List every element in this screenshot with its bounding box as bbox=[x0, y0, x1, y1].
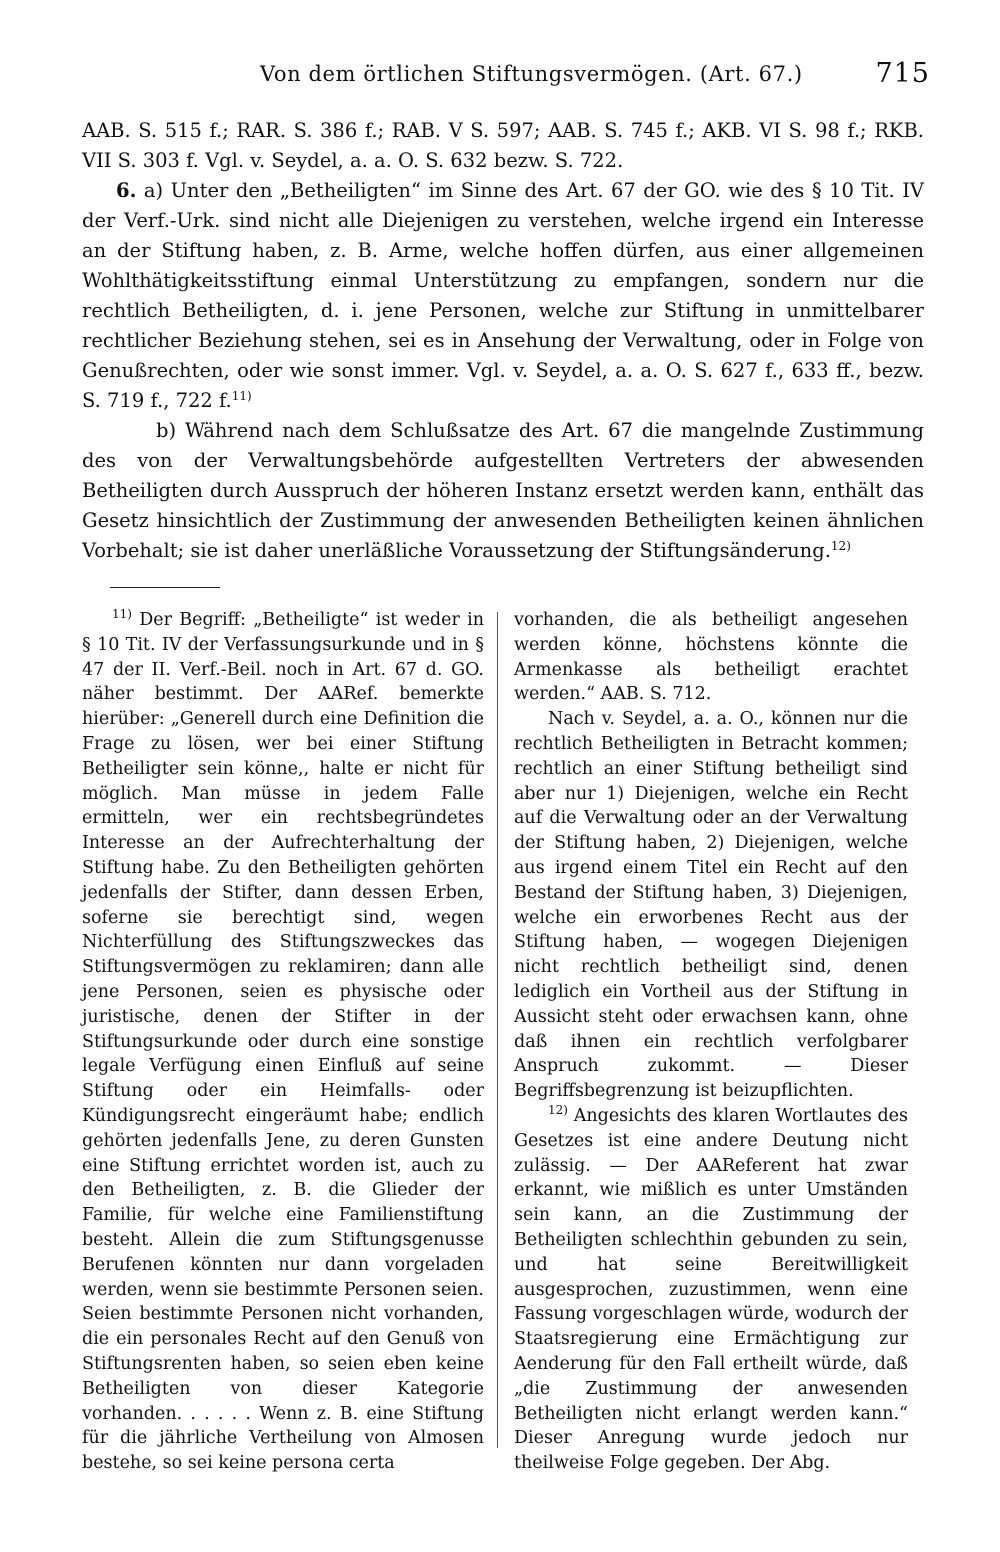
footnote-11-continuation: vorhanden, die als betheiligt angesehen werden könne, höchstens könnte die Armenkasse als betheiligt erachtet werden.“ AAB. S. 712. bbox=[514, 610, 908, 705]
footnote-column-left bbox=[82, 608, 484, 1476]
reference-paragraph: AAB. S. 515 f.; RAR. S. 386 f.; RAB. V S. 597; AAB. S. 745 f.; AKB. VI S. 98 f.; RKB. VII S. 303 f. Vgl. v. Seydel, a. a. O. S. 632 bezw. S. 722. bbox=[82, 119, 924, 172]
footnote-11-text: Der Begriff: „Betheiligte“ ist weder in § 10 Tit. IV der Verfassungsurkunde und in § 47 der II. Verf.-Beil. noch in Art. 67 d. GO. näher bestimmt. Der AARef. bemerkte hierüber: „Generell durch eine Definition die Frage zu lösen, wer bei einer Stiftung Betheiligter sein könne,, halte er nicht für möglich. Man müsse in jedem Falle ermitteln, wer ein rechtsbegründetes Interesse an der Aufrechterhaltung der Stiftung habe. Zu den Betheiligten gehörten jedenfalls der Stifter, dann dessen Erben, soferne sie berechtigt sind, wegen Nichterfüllung des Stiftungszweckes das Stiftungsvermögen zu reklamiren; dann alle jene Personen, seien es physische oder juristische, denen der Stifter in der Stiftungsurkunde oder durch eine sonstige legale Verfügung einen Einfluß auf seine Stiftung oder ein Heimfalls- oder Kündigungsrecht eingeräumt habe; endlich gehörten jedenfalls Jene, zu deren Gunsten eine Stiftung errichtet worden ist, auch zu den Betheiligten, z. B. die Glieder der Familie, für welche eine Familienstiftung besteht. Allein die zum Stiftungsgenusse Berufenen könnten nur dann vorgeladen werden, wenn sie bestimmte Personen seien. Seien bestimmte Personen nicht vorhanden, die ein personales Recht auf den Genuß von Stiftungsrenten haben, so seien eben keine Betheiligten von dieser Kategorie vorhanden. . . . . . Wenn z. B. eine Stiftung für die jährliche Vertheilung von Almosen bestehe, so sei keine persona certa bbox=[82, 610, 484, 1474]
paragraph-6a-text: a) Unter den „Betheiligten“ im Sinne des Art. 67 der GO. wie des § 10 Tit. IV der Verf.-Urk. sind nicht alle Diejenigen zu verstehen, welche irgend ein Interesse an der Stiftung haben, z. B. Arme, welche hoffen dürfen, aus einer allgemeinen Wohlthätigkeitsstiftung einmal Unterstützung zu empfangen, sondern nur die rechtlich Betheiligten, d. i. jene Personen, welche zur Stiftung in unmittelbarer rechtlicher Beziehung stehen, sei es in Ansehung der Verwaltung, oder in Folge von Genußrechten, oder wie sonst immer. Vgl. v. Seydel, a. a. O. S. 627 f., 633 ff., bezw. S. 719 f., 722 f. bbox=[82, 179, 924, 412]
page-number: 715 bbox=[875, 58, 930, 89]
footnote-12-text: Angesichts des klaren Wortlautes des Gesetzes ist eine andere Deutung nicht zulässig. — Der AAReferent hat zwar erkannt, wie mißlich es unter Umständen sein kann, an die Zustimmung der Betheiligten schlechthin gebunden zu sein, und hat seine Bereitwilligkeit ausgesprochen, zuzustimmen, wenn eine Fassung vorgeschlagen würde, wodurch der Staatsregierung eine Ermächtigung zur Aenderung für den Fall ertheilt würde, daß „die Zustimmung der anwesenden Betheiligten nicht erlangt werden kann.“ Dieser Anregung wurde jedoch nur theilweise Folge gegeben. Der Abg. bbox=[514, 1105, 908, 1474]
footnote-separator bbox=[110, 587, 220, 588]
paragraph-6a bbox=[82, 176, 924, 416]
footnote-column-right bbox=[514, 608, 908, 1476]
footnote-12 bbox=[514, 1104, 908, 1476]
main-text bbox=[82, 116, 924, 566]
footnote-11-seydel-paragraph: Nach v. Seydel, a. a. O., können nur die rechtlich Betheiligten in Betracht kommen; rechtlich an einer Stiftung betheiligt sind aber nur 1) Diejenigen, welche ein Recht auf die Verwaltung oder an der Verwaltung der Stiftung haben, 2) Diejenigen, welche aus irgend einem Titel ein Recht auf den Bestand der Stiftung haben, 3) Diejenigen, welche ein erworbenes Recht aus der Stiftung haben, — wogegen Diejenigen nicht rechtlich betheiligt sind, denen lediglich ein Vortheil aus der Stiftung in Aussicht steht oder erwachsen kann, ohne daß ihnen ein rechtlich verfolgbarer Anspruch zukommt. — Dieser Begriffsbegrenzung ist beizupflichten. bbox=[514, 709, 908, 1102]
column-divider bbox=[497, 612, 498, 1448]
footnote-11 bbox=[82, 608, 484, 1476]
page-header bbox=[80, 58, 930, 94]
footnote-marker-11: 11) bbox=[112, 607, 132, 621]
running-title: Von dem örtlichen Stiftungsvermögen. (Art. 67.) bbox=[260, 62, 803, 86]
paragraph-number: 6. bbox=[116, 179, 137, 202]
footnote-ref-12: 12) bbox=[830, 539, 851, 553]
footnote-ref-11: 11) bbox=[231, 389, 252, 403]
paragraph-6b-text: b) Während nach dem Schlußsatze des Art. 67 die mangelnde Zustimmung des von der Verwaltungsbehörde aufgestellten Vertreters der abwesenden Betheiligten durch Ausspruch der höheren Instanz ersetzt werden kann, enthält das Gesetz hinsichtlich der Zustimmung der anwesenden Betheiligten keinen ähnlichen Vorbehalt; sie ist daher unerläßliche Voraussetzung der Stiftungsänderung. bbox=[82, 419, 924, 562]
paragraph-6b bbox=[82, 416, 924, 566]
footnote-marker-12: 12) bbox=[548, 1102, 568, 1117]
